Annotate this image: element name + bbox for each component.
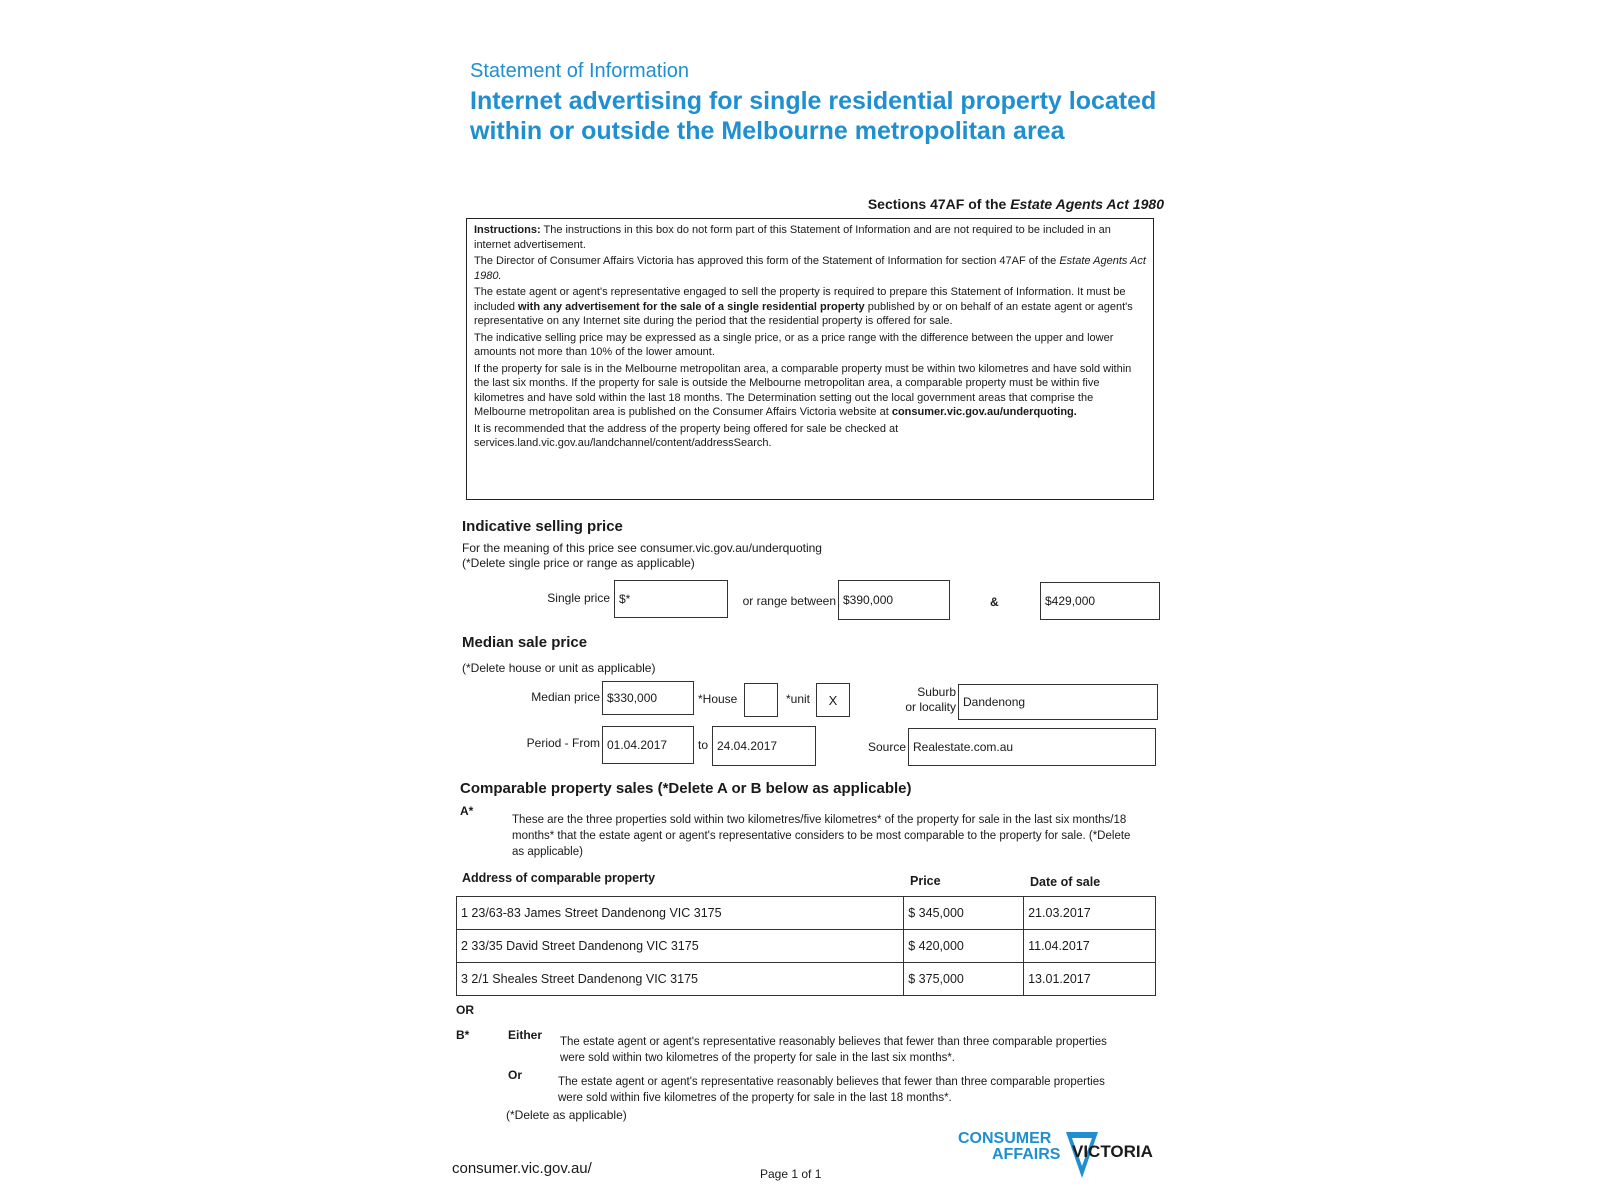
instructions-label: Instructions:	[474, 224, 541, 236]
column-date-header: Date of sale	[1030, 875, 1101, 889]
range-high-field[interactable]: $429,000	[1040, 582, 1160, 620]
date-cell[interactable]: 21.03.2017	[1024, 897, 1156, 930]
section-reference	[760, 196, 1164, 212]
instructions-p5	[474, 362, 1146, 420]
range-label: or range between	[742, 594, 836, 608]
instructions-p3-bold: with any advertisement for the sale of a single residential property	[518, 300, 865, 313]
price-cell[interactable]: $ 420,000	[904, 930, 1024, 963]
instructions-p2	[474, 254, 1146, 283]
instructions-box	[466, 218, 1154, 500]
option-b-delete-note: (*Delete as applicable)	[506, 1108, 627, 1122]
logo-line-2: AFFAIRS	[992, 1146, 1061, 1163]
single-price-field[interactable]: $*	[614, 580, 728, 618]
section-ref-prefix: Sections 47AF of the	[867, 196, 1011, 212]
range-ampersand: &	[990, 595, 999, 609]
column-address-header: Address of comparable property	[462, 871, 656, 885]
median-price-label: Median price	[531, 690, 600, 704]
period-to-label: to	[698, 738, 709, 752]
instructions-p5-a: If the property for sale is in the Melbourne metropolitan area, a comparable property must be within two kilometres and have sold within the last six months. If the property for sale is outside the Melbourne metropolitan area, a comparable property must be within five kilometres and have sold within the last 18 months. The Determination setting out the local government areas that comprise the Melbourne metropolitan area is published on the Consumer Affairs Victoria website at	[474, 362, 1132, 418]
period-from-field[interactable]: 01.04.2017	[602, 726, 694, 764]
option-a-marker: A*	[460, 804, 474, 818]
source-field[interactable]: Realestate.com.au	[908, 728, 1156, 766]
instructions-p4: The indicative selling price may be expressed as a single price, or as a price range with the difference between the upper and lower amounts not more than 10% of the lower amount.	[474, 331, 1114, 358]
instructions-p3-a: The estate agent or agent's representative engaged to sell the property is required to prepare this Statement of Information. It must be included	[474, 286, 1126, 313]
comparable-sales-table	[456, 896, 1156, 996]
suburb-field[interactable]: Dandenong	[958, 684, 1158, 720]
median-price-field[interactable]: $330,000	[602, 681, 694, 715]
single-price-label: Single price	[547, 591, 610, 605]
page-number: Page 1 of 1	[760, 1167, 822, 1181]
column-price-header: Price	[910, 874, 941, 888]
price-cell[interactable]: $ 375,000	[904, 963, 1024, 996]
date-cell[interactable]: 11.04.2017	[1024, 930, 1156, 963]
section-ref-act: Estate Agents Act 1980	[1010, 196, 1164, 212]
period-to-field[interactable]: 24.04.2017	[712, 726, 816, 766]
indicative-note-1: For the meaning of this price see consumer.vic.gov.au/underquoting	[462, 541, 822, 555]
document-title: Internet advertising for single residential property located within or outside the Melbourne metropolitan area	[470, 87, 1157, 145]
indicative-heading: Indicative selling price	[462, 518, 623, 535]
price-cell[interactable]: $ 345,000	[904, 897, 1024, 930]
median-heading: Median sale price	[462, 634, 588, 651]
consumer-affairs-victoria-logo	[958, 1128, 1178, 1190]
option-b-marker: B*	[456, 1028, 470, 1042]
table-row	[457, 897, 1156, 930]
unit-checkbox[interactable]: X	[816, 683, 850, 717]
instructions-p3-b: published by or on behalf of an estate agent or agent's representative on any Internet site during the period that the residential property is offered for sale.	[474, 300, 1133, 327]
document-subtitle: Statement of Information	[470, 60, 690, 82]
table-row	[457, 963, 1156, 996]
or-text: The estate agent or agent's representative reasonably believes that fewer than three comparable properties were sold within five kilometres of the property for sale in the last 18 months*.	[558, 1076, 1105, 1104]
house-label: *House	[698, 692, 738, 706]
footer-url[interactable]: consumer.vic.gov.au/	[452, 1160, 592, 1177]
instructions-p1-text: The instructions in this box do not form part of this Statement of Information and are not required to be included in an internet advertisement.	[474, 224, 1111, 251]
address-cell[interactable]: 3 2/1 Sheales Street Dandenong VIC 3175	[457, 963, 904, 996]
instructions-p2-act: Estate Agents Act 1980.	[474, 255, 1146, 282]
instructions-p3	[474, 285, 1146, 329]
indicative-note-2: (*Delete single price or range as applicable)	[462, 556, 695, 570]
instructions-p6: It is recommended that the address of the property being offered for sale be checked at services.land.vic.gov.au/landchannel/content/addressSearch.	[474, 422, 899, 449]
or-label: Or	[508, 1068, 523, 1082]
logo-line-1: CONSUMER	[958, 1130, 1052, 1147]
comparable-heading: Comparable property sales (*Delete A or B below as applicable)	[460, 780, 912, 797]
locality-label: or locality	[905, 700, 956, 714]
underquoting-link[interactable]: consumer.vic.gov.au/underquoting.	[891, 406, 1077, 418]
instructions-p1	[474, 223, 1146, 252]
house-checkbox[interactable]	[744, 683, 778, 717]
either-text: The estate agent or agent's representative reasonably believes that fewer than three comparable properties were sold within two kilometres of the property for sale in the last six months*.	[560, 1036, 1107, 1064]
logo-line-3: VICTORIA	[1072, 1142, 1153, 1161]
either-label: Either	[508, 1028, 543, 1042]
median-note: (*Delete house or unit as applicable)	[462, 661, 656, 675]
date-cell[interactable]: 13.01.2017	[1024, 963, 1156, 996]
source-label: Source	[867, 740, 906, 754]
address-cell[interactable]: 2 33/35 David Street Dandenong VIC 3175	[457, 930, 904, 963]
or-separator: OR	[456, 1003, 474, 1017]
table-row	[457, 930, 1156, 963]
unit-label: *unit	[786, 692, 811, 706]
period-from-label: Period - From	[526, 736, 600, 750]
range-low-field[interactable]: $390,000	[838, 580, 950, 620]
address-cell[interactable]: 1 23/63-83 James Street Dandenong VIC 3175	[457, 897, 904, 930]
option-a-text: These are the three properties sold within two kilometres/five kilometres* of the property for sale in the last six months/18 months* that the estate agent or agent's representative considers to be most comparable to the property for sale. (*Delete as applicable)	[512, 814, 1131, 858]
instructions-p2-text: The Director of Consumer Affairs Victoria has approved this form of the Statement of Information for section 47AF of the	[474, 255, 1060, 267]
suburb-label: Suburb	[917, 685, 956, 699]
